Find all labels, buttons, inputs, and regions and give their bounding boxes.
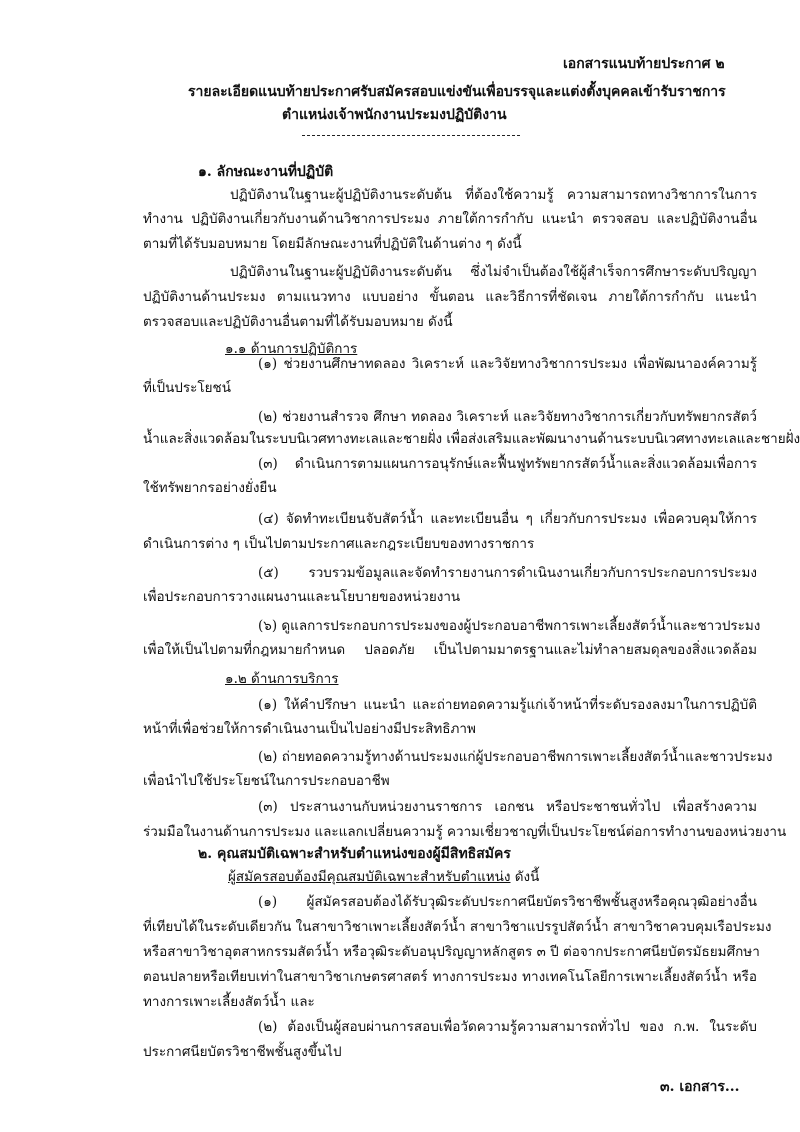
document-title-line1: รายละเอียดแนบท้ายประกาศรับสมัครสอบแข่งขันเพื่อบรรจุและแต่งตั้งบุคคลเข้ารับราชการ <box>188 84 726 100</box>
section2-item1-line1: (๑) ผู้สมัครสอบต้องได้รับวุฒิระดับประกาศนียบัตรวิชาชีพชั้นสูงหรือคุณวุฒิอย่างอื่น <box>258 894 757 910</box>
section1-para2-line3: ตรวจสอบและปฏิบัติงานอื่นตามที่ได้รับมอบหมาย ดังนี้ <box>143 314 453 330</box>
section2-heading: ๒. คุณสมบัติเฉพาะสำหรับตำแหน่งของผู้มีสิทธิสมัคร <box>198 846 511 862</box>
sub1-item6-line1: (๖) ดูแลการประกอบการประมงของผู้ประกอบอาชีพการเพาะเลี้ยงสัตว์น้ำและชาวประมง <box>258 618 761 634</box>
sub2-item3-line2: ร่วมมือในงานด้านการประมง และแลกเปลี่ยนความรู้ ความเชี่ยวชาญที่เป็นประโยชน์ต่อการทำงานของหน่วยงาน <box>143 824 787 840</box>
sub2-item1-line2: หน้าที่เพื่อช่วยให้การดำเนินงานเป็นไปอย่างมีประสิทธิภาพ <box>143 721 476 737</box>
sub1-heading: ๑.๑ ด้านการปฏิบัติการ <box>225 341 358 357</box>
section2-item1-line4: ตอนปลายหรือเทียบเท่าในสาขาวิชาเกษตรศาสตร์ ทางการประมง ทางเทคโนโลยีการเพาะเลี้ยงสัตว์น้ำ หรือ <box>143 969 757 985</box>
section2-item1-line5: ทางการเพาะเลี้ยงสัตว์น้ำ และ <box>143 994 315 1010</box>
sub1-item6-line2: เพื่อให้เป็นไปตามที่กฎหมายกำหนด ปลอดภัย เป็นไปตามมาตรฐานและไม่ทำลายสมดุลของสิ่งแวดล้อม <box>143 642 757 658</box>
sub1-item3-line1: (๓) ดำเนินการตามแผนการอนุรักษ์และฟื้นฟูทรัพยากรสัตว์น้ำและสิ่งแวดล้อมเพื่อการ <box>258 456 757 472</box>
document-title-line2: ตำแหน่งเจ้าพนักงานประมงปฏิบัติงาน <box>282 107 507 123</box>
section2-item2-line2: ประกาศนียบัตรวิชาชีพชั้นสูงขึ้นไป <box>143 1044 342 1060</box>
section2-item2-line1: (๒) ต้องเป็นผู้สอบผ่านการสอบเพื่อวัดความรู้ความสามารถทั่วไป ของ ก.พ. ในระดับ <box>258 1019 757 1035</box>
sub1-item4-line1: (๔) จัดทำทะเบียนจับสัตว์น้ำ และทะเบียนอื่น ๆ เกี่ยวกับการประมง เพื่อควบคุมให้การ <box>258 511 757 527</box>
section2-intro <box>228 868 539 886</box>
page-continuation: ๓. เอกสาร... <box>660 1079 740 1095</box>
attachment-label: เอกสารแนบท้ายประกาศ ๒ <box>563 56 725 72</box>
section2-item1-line2: ที่เทียบได้ในระดับเดียวกัน ในสาขาวิชาเพาะเลี้ยงสัตว์น้ำ สาขาวิชาแปรรูปสัตว์น้ำ สาขาวิชาควบคุมเรือประมง <box>143 919 772 935</box>
sub1-item2-line2: น้ำและสิ่งแวดล้อมในระบบนิเวศทางทะเลและชายฝั่ง เพื่อส่งเสริมและพัฒนางานด้านระบบนิเวศทางทะเลและชายฝั่ง <box>143 431 800 447</box>
section2-intro-rest: ดังนี้ <box>510 869 540 885</box>
section1-para1-line2: ทำงาน ปฏิบัติงานเกี่ยวกับงานด้านวิชาการประมง ภายใต้การกำกับ แนะนำ ตรวจสอบ และปฏิบัติงานอื่น <box>143 211 757 227</box>
section2-item1-line3: หรือสาขาวิชาอุตสาหกรรมสัตว์น้ำ หรือวุฒิระดับอนุปริญญาหลักสูตร ๓ ปี ต่อจากประกาศนียบัตรมัธยมศึกษา <box>143 944 760 960</box>
title-divider <box>302 135 520 136</box>
sub1-item3-line2: ใช้ทรัพยากรอย่างยั่งยืน <box>143 480 277 496</box>
sub1-item5-line1: (๕) รวบรวมข้อมูลและจัดทำรายงานการดำเนินงานเกี่ยวกับการประกอบการประมง <box>258 565 757 581</box>
sub2-item3-line1: (๓) ประสานงานกับหน่วยงานราชการ เอกชน หรือประชาชนทั่วไป เพื่อสร้างความ <box>258 799 757 815</box>
section2-intro-underlined: ผู้สมัครสอบต้องมีคุณสมบัติเฉพาะสำหรับตำแหน่ง <box>228 869 511 885</box>
section1-heading: ๑. ลักษณะงานที่ปฏิบัติ <box>198 164 334 180</box>
sub2-heading: ๑.๒ ด้านการบริการ <box>225 671 339 687</box>
sub1-item1-line1: (๑) ช่วยงานศึกษาทดลอง วิเคราะห์ และวิจัยทางวิชาการประมง เพื่อพัฒนาองค์ความรู้ <box>258 356 757 372</box>
sub1-item1-line2: ที่เป็นประโยชน์ <box>143 380 231 396</box>
sub2-item2-line1: (๒) ถ่ายทอดความรู้ทางด้านประมงแก่ผู้ประกอบอาชีพการเพาะเลี้ยงสัตว์น้ำและชาวประมง <box>258 749 773 765</box>
sub2-item1-line1: (๑) ให้คำปรึกษา แนะนำ และถ่ายทอดความรู้แก่เจ้าหน้าที่ระดับรองลงมาในการปฏิบัติ <box>258 697 757 713</box>
section1-para2-line2: ปฏิบัติงานด้านประมง ตามแนวทาง แบบอย่าง ขั้นตอน และวิธีการที่ชัดเจน ภายใต้การกำกับ แนะนำ <box>143 289 757 305</box>
section1-para1-line3: ตามที่ได้รับมอบหมาย โดยมีลักษณะงานที่ปฏิบัติในด้านต่าง ๆ ดังนี้ <box>143 236 522 252</box>
sub2-item2-line2: เพื่อนำไปใช้ประโยชน์ในการประกอบอาชีพ <box>143 773 390 789</box>
sub1-item4-line2: ดำเนินการต่าง ๆ เป็นไปตามประกาศและกฎระเบียบของทางราชการ <box>143 536 535 552</box>
section1-para2-line1: ปฏิบัติงานในฐานะผู้ปฏิบัติงานระดับต้น ซึ่งไม่จำเป็นต้องใช้ผู้สำเร็จการศึกษาระดับปริญญา <box>230 264 757 280</box>
section1-para1-line1: ปฏิบัติงานในฐานะผู้ปฏิบัติงานระดับต้น ที่ต้องใช้ความรู้ ความสามารถทางวิชาการในการ <box>230 187 757 203</box>
sub1-item5-line2: เพื่อประกอบการวางแผนงานและนโยบายของหน่วยงาน <box>143 589 461 605</box>
sub1-item2-line1: (๒) ช่วยงานสำรวจ ศึกษา ทดลอง วิเคราะห์ และวิจัยทางวิชาการเกี่ยวกับทรัพยากรสัตว์ <box>258 409 757 425</box>
